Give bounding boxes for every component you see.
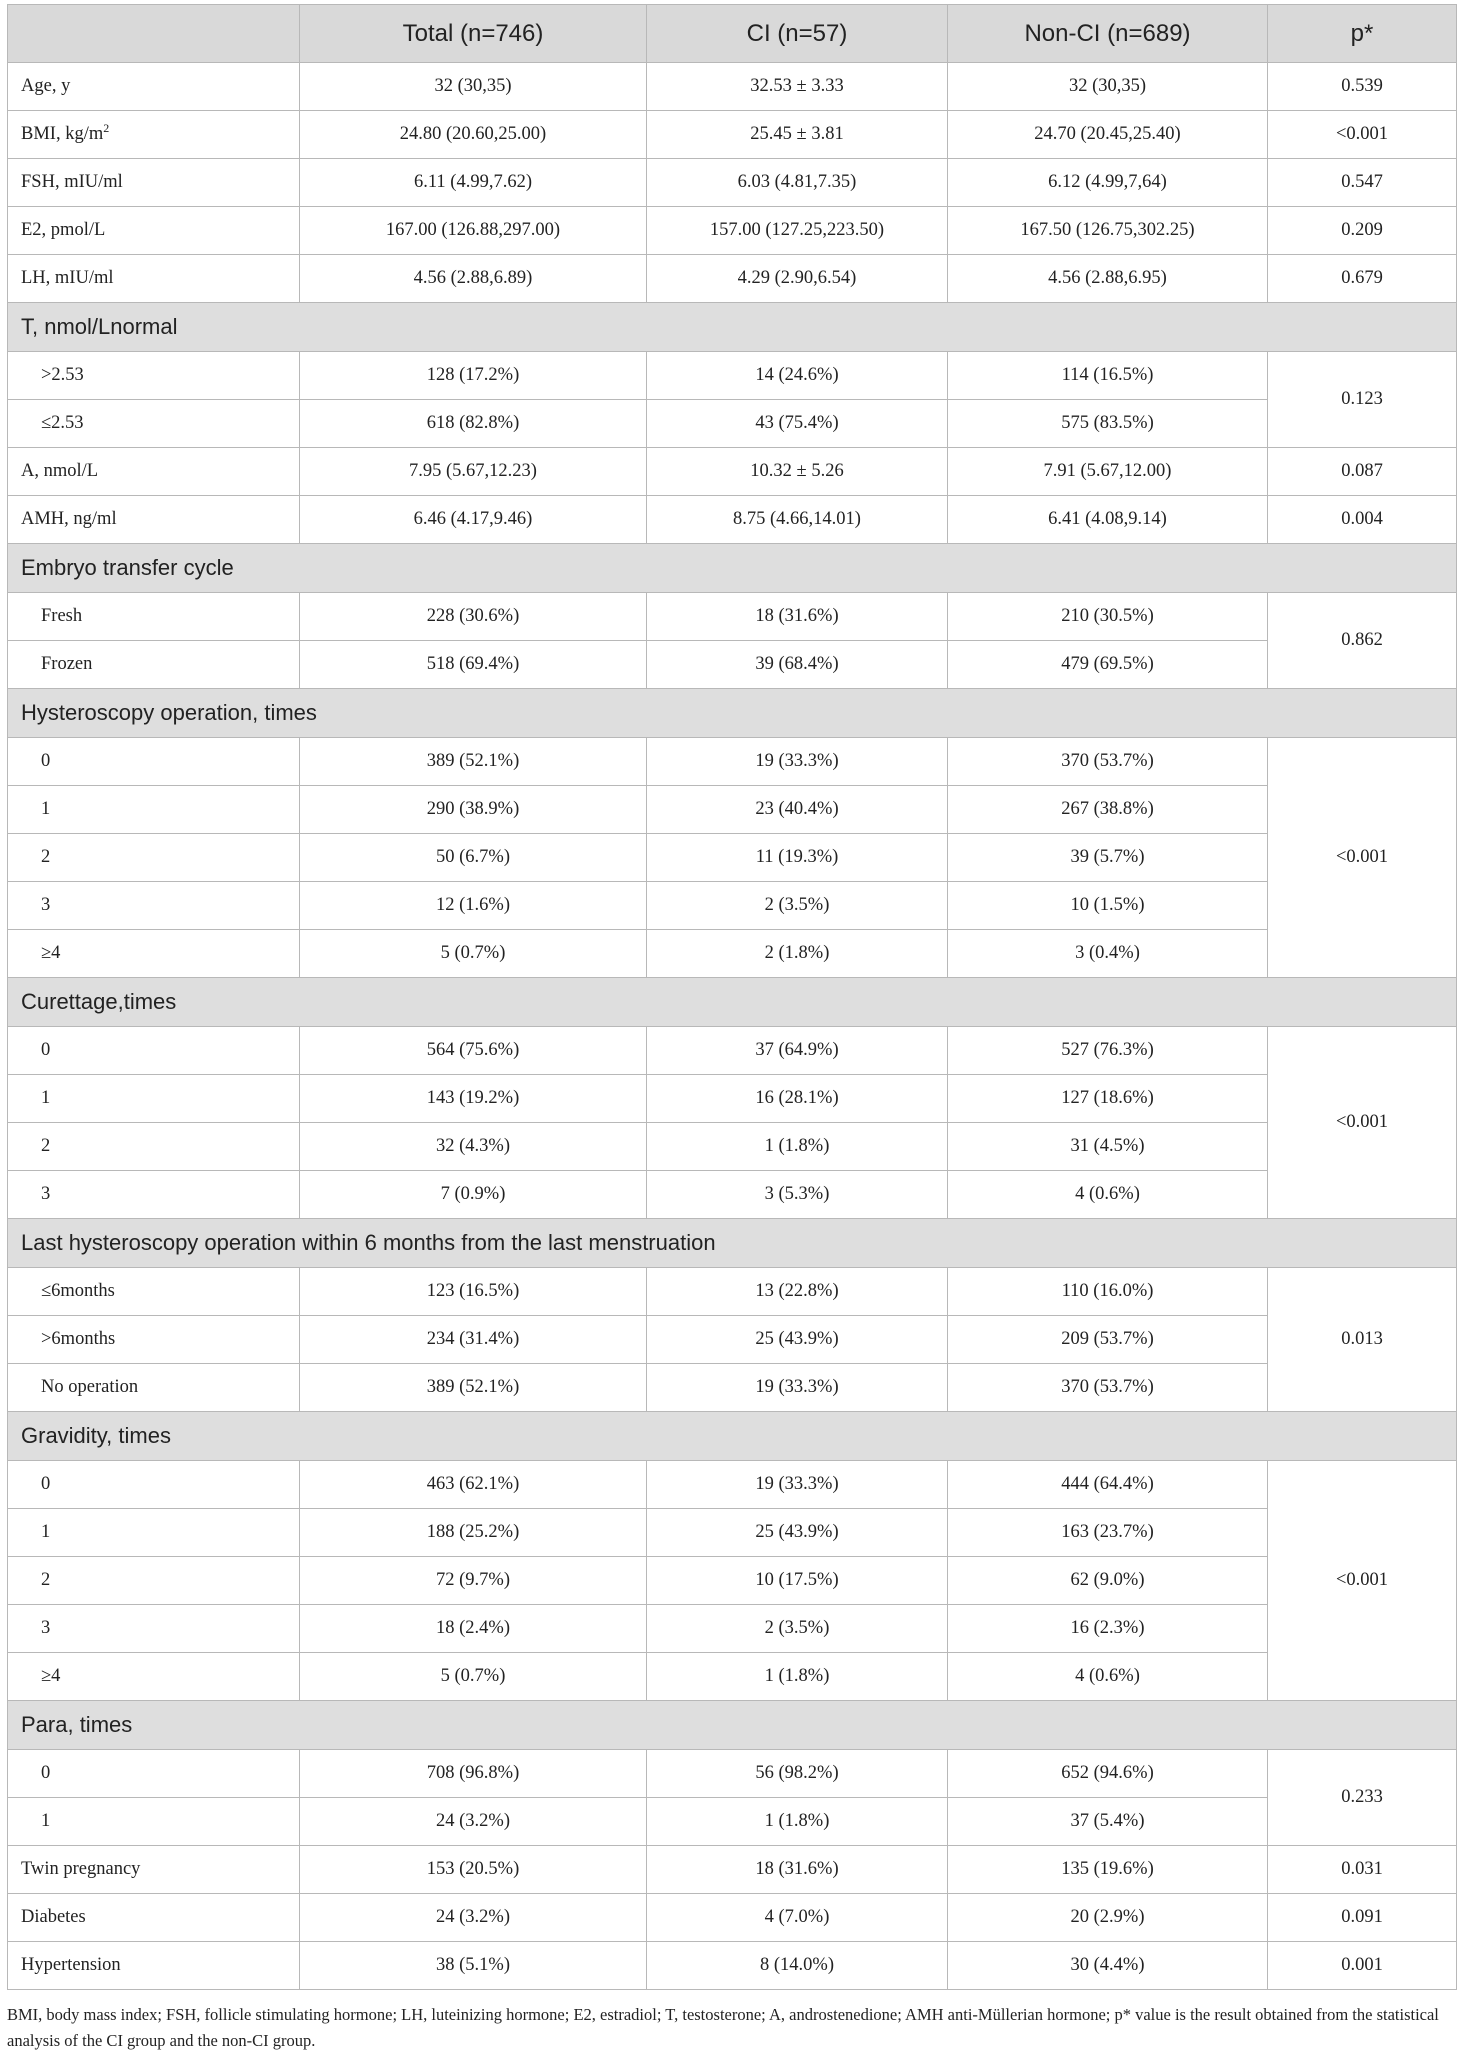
row-label xyxy=(8,641,300,689)
table-row xyxy=(8,448,1457,496)
ci-cell: 25.45 ± 3.81 xyxy=(647,111,948,159)
table-row xyxy=(8,1894,1457,1942)
row-label xyxy=(8,1268,300,1316)
header-ci: CI (n=57) xyxy=(647,5,948,63)
row-label xyxy=(8,1846,300,1894)
section-title: Hysteroscopy operation, times xyxy=(8,689,1457,738)
total-cell: 18 (2.4%) xyxy=(300,1605,647,1653)
ci-cell: 2 (3.5%) xyxy=(647,882,948,930)
non-ci-cell: 163 (23.7%) xyxy=(948,1509,1268,1557)
ci-cell: 10.32 ± 5.26 xyxy=(647,448,948,496)
ci-cell: 25 (43.9%) xyxy=(647,1509,948,1557)
baseline-table-container xyxy=(7,4,1456,1990)
non-ci-cell: 167.50 (126.75,302.25) xyxy=(948,207,1268,255)
table-row xyxy=(8,1075,1457,1123)
section-title: T, nmol/Lnormal xyxy=(8,303,1457,352)
header-total: Total (n=746) xyxy=(300,5,647,63)
section-title: Curettage,times xyxy=(8,978,1457,1027)
p-value-cell: 0.547 xyxy=(1268,159,1457,207)
ci-cell: 43 (75.4%) xyxy=(647,400,948,448)
total-cell: 7.95 (5.67,12.23) xyxy=(300,448,647,496)
row-label xyxy=(8,1750,300,1798)
p-value-cell: 0.004 xyxy=(1268,496,1457,544)
section-title: Gravidity, times xyxy=(8,1412,1457,1461)
total-cell: 24.80 (20.60,25.00) xyxy=(300,111,647,159)
non-ci-cell: 31 (4.5%) xyxy=(948,1123,1268,1171)
p-value-cell: 0.862 xyxy=(1268,593,1457,689)
row-label xyxy=(8,207,300,255)
table-row xyxy=(8,641,1457,689)
row-label-text: LH, mIU/ml xyxy=(21,268,114,288)
table-row xyxy=(8,738,1457,786)
table-row xyxy=(8,1653,1457,1701)
row-label-text: AMH, ng/ml xyxy=(21,509,117,529)
table-row xyxy=(8,159,1457,207)
non-ci-cell: 4.56 (2.88,6.95) xyxy=(948,255,1268,303)
row-label-text: 2 xyxy=(41,1570,51,1590)
row-label-text: 0 xyxy=(41,1040,51,1060)
non-ci-cell: 20 (2.9%) xyxy=(948,1894,1268,1942)
p-value-cell: <0.001 xyxy=(1268,111,1457,159)
row-label-text: >2.53 xyxy=(41,365,84,385)
section-header-row xyxy=(8,1701,1457,1750)
row-label-text: Diabetes xyxy=(21,1907,86,1927)
row-label xyxy=(8,255,300,303)
total-cell: 7 (0.9%) xyxy=(300,1171,647,1219)
p-value-cell: <0.001 xyxy=(1268,738,1457,978)
row-label xyxy=(8,63,300,111)
table-row xyxy=(8,786,1457,834)
non-ci-cell: 267 (38.8%) xyxy=(948,786,1268,834)
row-label xyxy=(8,1027,300,1075)
ci-cell: 32.53 ± 3.33 xyxy=(647,63,948,111)
ci-cell: 37 (64.9%) xyxy=(647,1027,948,1075)
non-ci-cell: 110 (16.0%) xyxy=(948,1268,1268,1316)
table-row xyxy=(8,882,1457,930)
total-cell: 4.56 (2.88,6.89) xyxy=(300,255,647,303)
ci-cell: 4.29 (2.90,6.54) xyxy=(647,255,948,303)
non-ci-cell: 4 (0.6%) xyxy=(948,1653,1268,1701)
non-ci-cell: 10 (1.5%) xyxy=(948,882,1268,930)
p-value-cell: 0.233 xyxy=(1268,1750,1457,1846)
ci-cell: 19 (33.3%) xyxy=(647,738,948,786)
table-row xyxy=(8,352,1457,400)
p-value-cell: <0.001 xyxy=(1268,1027,1457,1219)
row-label xyxy=(8,1171,300,1219)
ci-cell: 1 (1.8%) xyxy=(647,1653,948,1701)
total-cell: 234 (31.4%) xyxy=(300,1316,647,1364)
row-label-text: No operation xyxy=(41,1377,139,1397)
row-label xyxy=(8,1798,300,1846)
table-row xyxy=(8,1557,1457,1605)
non-ci-cell: 16 (2.3%) xyxy=(948,1605,1268,1653)
total-cell: 389 (52.1%) xyxy=(300,738,647,786)
row-label-text: Twin pregnancy xyxy=(21,1859,141,1879)
total-cell: 5 (0.7%) xyxy=(300,1653,647,1701)
table-row xyxy=(8,496,1457,544)
table-row xyxy=(8,255,1457,303)
non-ci-cell: 444 (64.4%) xyxy=(948,1461,1268,1509)
total-cell: 24 (3.2%) xyxy=(300,1894,647,1942)
p-value-cell: 0.001 xyxy=(1268,1942,1457,1990)
table-row xyxy=(8,1605,1457,1653)
non-ci-cell: 37 (5.4%) xyxy=(948,1798,1268,1846)
total-cell: 32 (4.3%) xyxy=(300,1123,647,1171)
p-value-cell: 0.679 xyxy=(1268,255,1457,303)
row-label xyxy=(8,1557,300,1605)
row-label xyxy=(8,1894,300,1942)
non-ci-cell: 652 (94.6%) xyxy=(948,1750,1268,1798)
p-value-cell: 0.123 xyxy=(1268,352,1457,448)
row-label-text: 2 xyxy=(41,847,51,867)
table-row xyxy=(8,930,1457,978)
section-header-row xyxy=(8,1219,1457,1268)
row-label-text: ≤2.53 xyxy=(41,413,84,433)
ci-cell: 8 (14.0%) xyxy=(647,1942,948,1990)
non-ci-cell: 127 (18.6%) xyxy=(948,1075,1268,1123)
ci-cell: 6.03 (4.81,7.35) xyxy=(647,159,948,207)
row-label-superscript: 2 xyxy=(103,120,110,135)
row-label xyxy=(8,400,300,448)
table-row xyxy=(8,834,1457,882)
row-label xyxy=(8,1461,300,1509)
row-label-text: 3 xyxy=(41,895,51,915)
header-p-value: p* xyxy=(1268,5,1457,63)
total-cell: 143 (19.2%) xyxy=(300,1075,647,1123)
non-ci-cell: 479 (69.5%) xyxy=(948,641,1268,689)
row-label xyxy=(8,834,300,882)
ci-cell: 16 (28.1%) xyxy=(647,1075,948,1123)
row-label-text: A, nmol/L xyxy=(21,461,99,481)
table-row xyxy=(8,1316,1457,1364)
total-cell: 12 (1.6%) xyxy=(300,882,647,930)
row-label xyxy=(8,738,300,786)
ci-cell: 18 (31.6%) xyxy=(647,1846,948,1894)
ci-cell: 39 (68.4%) xyxy=(647,641,948,689)
total-cell: 518 (69.4%) xyxy=(300,641,647,689)
total-cell: 128 (17.2%) xyxy=(300,352,647,400)
ci-cell: 3 (5.3%) xyxy=(647,1171,948,1219)
ci-cell: 19 (33.3%) xyxy=(647,1364,948,1412)
row-label-text: BMI, kg/m xyxy=(21,124,104,144)
row-label-text: 0 xyxy=(41,1474,51,1494)
total-cell: 228 (30.6%) xyxy=(300,593,647,641)
total-cell: 24 (3.2%) xyxy=(300,1798,647,1846)
row-label-text: 0 xyxy=(41,751,51,771)
row-label xyxy=(8,448,300,496)
section-title: Para, times xyxy=(8,1701,1457,1750)
non-ci-cell: 370 (53.7%) xyxy=(948,738,1268,786)
total-cell: 188 (25.2%) xyxy=(300,1509,647,1557)
header-row xyxy=(8,5,1457,63)
p-value-cell: <0.001 xyxy=(1268,1461,1457,1701)
row-label-text: Age, y xyxy=(21,76,71,96)
non-ci-cell: 527 (76.3%) xyxy=(948,1027,1268,1075)
row-label-text: Fresh xyxy=(41,606,83,626)
p-value-cell: 0.539 xyxy=(1268,63,1457,111)
ci-cell: 14 (24.6%) xyxy=(647,352,948,400)
row-label xyxy=(8,1509,300,1557)
non-ci-cell: 210 (30.5%) xyxy=(948,593,1268,641)
non-ci-cell: 6.41 (4.08,9.14) xyxy=(948,496,1268,544)
non-ci-cell: 370 (53.7%) xyxy=(948,1364,1268,1412)
row-label xyxy=(8,1605,300,1653)
total-cell: 708 (96.8%) xyxy=(300,1750,647,1798)
total-cell: 618 (82.8%) xyxy=(300,400,647,448)
table-row xyxy=(8,63,1457,111)
total-cell: 38 (5.1%) xyxy=(300,1942,647,1990)
table-header xyxy=(8,5,1457,63)
total-cell: 564 (75.6%) xyxy=(300,1027,647,1075)
table-row xyxy=(8,1171,1457,1219)
row-label xyxy=(8,882,300,930)
non-ci-cell: 6.12 (4.99,7,64) xyxy=(948,159,1268,207)
p-value-cell: 0.087 xyxy=(1268,448,1457,496)
non-ci-cell: 114 (16.5%) xyxy=(948,352,1268,400)
header-variable xyxy=(8,5,300,63)
row-label-text: 2 xyxy=(41,1136,51,1156)
row-label-text: ≥4 xyxy=(41,1666,61,1686)
non-ci-cell: 24.70 (20.45,25.40) xyxy=(948,111,1268,159)
non-ci-cell: 32 (30,35) xyxy=(948,63,1268,111)
total-cell: 290 (38.9%) xyxy=(300,786,647,834)
table-row xyxy=(8,1750,1457,1798)
p-value-cell: 0.031 xyxy=(1268,1846,1457,1894)
p-value-cell: 0.209 xyxy=(1268,207,1457,255)
row-label-text: 0 xyxy=(41,1763,51,1783)
section-header-row xyxy=(8,544,1457,593)
row-label-text: 1 xyxy=(41,1522,51,1542)
row-label-text: Hypertension xyxy=(21,1955,121,1975)
row-label-text: Frozen xyxy=(41,654,93,674)
row-label-text: FSH, mIU/ml xyxy=(21,172,123,192)
non-ci-cell: 62 (9.0%) xyxy=(948,1557,1268,1605)
row-label xyxy=(8,159,300,207)
total-cell: 463 (62.1%) xyxy=(300,1461,647,1509)
table-row xyxy=(8,593,1457,641)
row-label xyxy=(8,352,300,400)
row-label-text: 1 xyxy=(41,799,51,819)
table-row xyxy=(8,1509,1457,1557)
table-row xyxy=(8,1364,1457,1412)
p-value-cell: 0.013 xyxy=(1268,1268,1457,1412)
row-label xyxy=(8,1075,300,1123)
ci-cell: 18 (31.6%) xyxy=(647,593,948,641)
row-label xyxy=(8,1364,300,1412)
total-cell: 72 (9.7%) xyxy=(300,1557,647,1605)
total-cell: 389 (52.1%) xyxy=(300,1364,647,1412)
row-label-text: >6months xyxy=(41,1329,116,1349)
ci-cell: 1 (1.8%) xyxy=(647,1123,948,1171)
row-label xyxy=(8,111,300,159)
table-row xyxy=(8,400,1457,448)
row-label xyxy=(8,1123,300,1171)
section-header-row xyxy=(8,978,1457,1027)
total-cell: 6.11 (4.99,7.62) xyxy=(300,159,647,207)
row-label-text: ≤6months xyxy=(41,1281,115,1301)
ci-cell: 13 (22.8%) xyxy=(647,1268,948,1316)
row-label xyxy=(8,1942,300,1990)
total-cell: 32 (30,35) xyxy=(300,63,647,111)
non-ci-cell: 7.91 (5.67,12.00) xyxy=(948,448,1268,496)
row-label xyxy=(8,1316,300,1364)
total-cell: 50 (6.7%) xyxy=(300,834,647,882)
row-label-text: 1 xyxy=(41,1088,51,1108)
ci-cell: 10 (17.5%) xyxy=(647,1557,948,1605)
table-row xyxy=(8,1027,1457,1075)
total-cell: 167.00 (126.88,297.00) xyxy=(300,207,647,255)
ci-cell: 2 (1.8%) xyxy=(647,930,948,978)
row-label xyxy=(8,786,300,834)
row-label xyxy=(8,1653,300,1701)
table-row xyxy=(8,207,1457,255)
total-cell: 153 (20.5%) xyxy=(300,1846,647,1894)
row-label-text: 3 xyxy=(41,1618,51,1638)
non-ci-cell: 39 (5.7%) xyxy=(948,834,1268,882)
table-row xyxy=(8,111,1457,159)
table-body xyxy=(8,63,1457,1990)
ci-cell: 157.00 (127.25,223.50) xyxy=(647,207,948,255)
section-header-row xyxy=(8,1412,1457,1461)
ci-cell: 2 (3.5%) xyxy=(647,1605,948,1653)
ci-cell: 11 (19.3%) xyxy=(647,834,948,882)
table-row xyxy=(8,1123,1457,1171)
table-row xyxy=(8,1846,1457,1894)
table-row xyxy=(8,1268,1457,1316)
total-cell: 5 (0.7%) xyxy=(300,930,647,978)
total-cell: 123 (16.5%) xyxy=(300,1268,647,1316)
ci-cell: 4 (7.0%) xyxy=(647,1894,948,1942)
ci-cell: 19 (33.3%) xyxy=(647,1461,948,1509)
p-value-cell: 0.091 xyxy=(1268,1894,1457,1942)
baseline-characteristics-table xyxy=(7,4,1457,1990)
table-row xyxy=(8,1942,1457,1990)
non-ci-cell: 30 (4.4%) xyxy=(948,1942,1268,1990)
row-label xyxy=(8,930,300,978)
table-footnote: BMI, body mass index; FSH, follicle stimulating hormone; LH, luteinizing hormone; E2, estradiol; T, testosterone; A, androstenedione; AMH anti-Müllerian hormone; p* value is the result obtained from the statistical analysis of the CI group and the non-CI group. xyxy=(7,2005,1439,2050)
section-header-row xyxy=(8,303,1457,352)
header-non-ci: Non-CI (n=689) xyxy=(948,5,1268,63)
non-ci-cell: 4 (0.6%) xyxy=(948,1171,1268,1219)
non-ci-cell: 3 (0.4%) xyxy=(948,930,1268,978)
row-label xyxy=(8,593,300,641)
row-label-text: ≥4 xyxy=(41,943,61,963)
ci-cell: 56 (98.2%) xyxy=(647,1750,948,1798)
section-header-row xyxy=(8,689,1457,738)
section-title: Embryo transfer cycle xyxy=(8,544,1457,593)
row-label-text: 3 xyxy=(41,1184,51,1204)
row-label-text: E2, pmol/L xyxy=(21,220,106,240)
non-ci-cell: 135 (19.6%) xyxy=(948,1846,1268,1894)
ci-cell: 1 (1.8%) xyxy=(647,1798,948,1846)
ci-cell: 23 (40.4%) xyxy=(647,786,948,834)
non-ci-cell: 209 (53.7%) xyxy=(948,1316,1268,1364)
non-ci-cell: 575 (83.5%) xyxy=(948,400,1268,448)
section-title: Last hysteroscopy operation within 6 months from the last menstruation xyxy=(8,1219,1457,1268)
ci-cell: 8.75 (4.66,14.01) xyxy=(647,496,948,544)
table-row xyxy=(8,1461,1457,1509)
total-cell: 6.46 (4.17,9.46) xyxy=(300,496,647,544)
row-label-text: 1 xyxy=(41,1811,51,1831)
table-row xyxy=(8,1798,1457,1846)
ci-cell: 25 (43.9%) xyxy=(647,1316,948,1364)
row-label xyxy=(8,496,300,544)
